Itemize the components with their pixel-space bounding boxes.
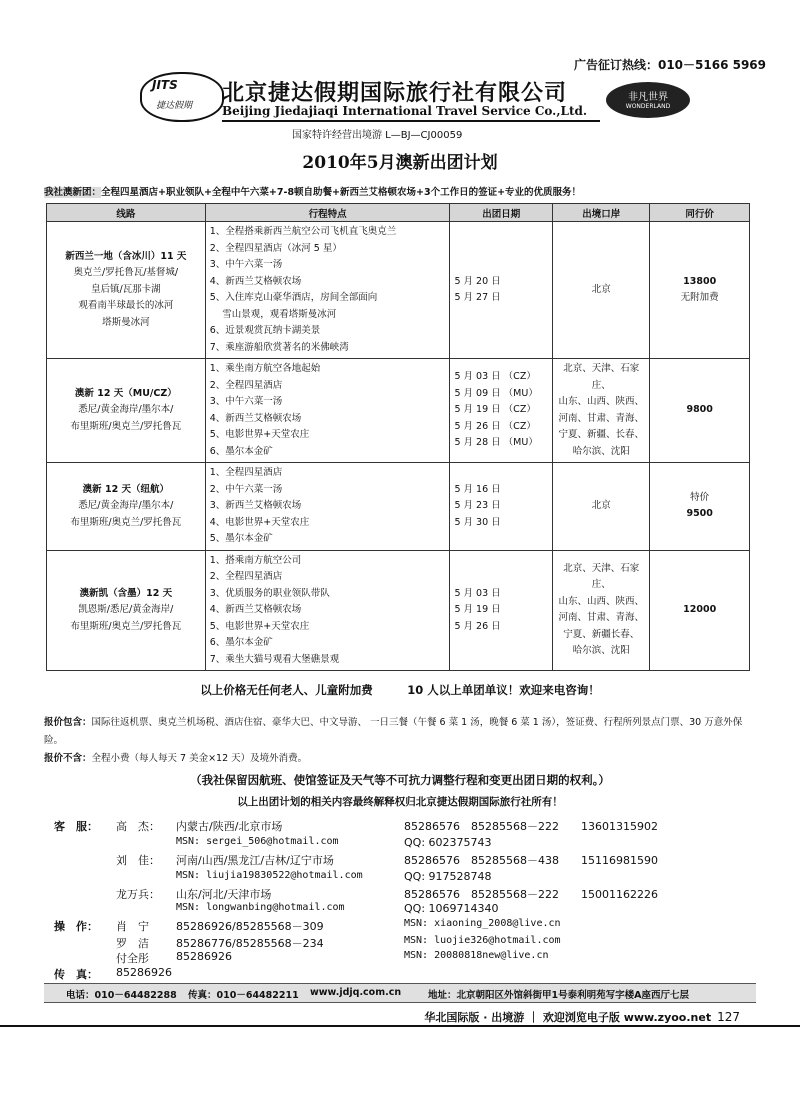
departure-port: 北京 (591, 283, 611, 295)
feature-item: 4、新西兰艾格顿农场 (209, 275, 302, 287)
route-line: 皇后镇/瓦那卡湖 (90, 283, 161, 295)
port-cell (553, 463, 650, 551)
feature-item: 7、乘坐大猫号观看大堡礁景观 (209, 653, 340, 665)
price-cell (650, 463, 750, 551)
price-cell (650, 550, 750, 671)
contact-name: 龙万兵： (116, 888, 160, 901)
operator-msn[interactable]: MSN: luojie326@hotmail.com (404, 935, 561, 946)
contact-msn[interactable]: MSN: liujia19830522@hotmail.com (176, 870, 363, 881)
feature-item: 5、电影世界+天堂农庄 (209, 429, 310, 440)
features-cell (205, 222, 450, 359)
table-row (47, 222, 750, 359)
feature-item: 3、优质服务的职业领队带队 (209, 587, 330, 599)
feature-item: 3、中午六菜一汤 (209, 396, 283, 407)
price-cell (650, 222, 750, 359)
col-price: 同行价 (650, 204, 750, 222)
port-cell (553, 222, 650, 359)
departure-date: 5 月 23 日 (454, 500, 501, 511)
route-line: 悉尼/黄金海岸/墨尔本/ (78, 404, 174, 416)
table-header-row (47, 204, 750, 222)
port-cell (553, 359, 650, 463)
route-line: 悉尼/黄金海岸/墨尔本/ (78, 500, 174, 511)
feature-item: 2、全程四星酒店 (209, 571, 283, 582)
feature-item: 2、全程四星酒店（冰河 5 星） (209, 242, 342, 254)
divider (222, 120, 600, 122)
table-row (47, 463, 750, 551)
departure-port: 山东、山西、陕西、 (558, 396, 644, 407)
departure-port: 哈尔滨、沈阳 (572, 645, 630, 657)
feature-label: 我社澳新团： (44, 187, 102, 198)
col-dates: 出团日期 (450, 204, 553, 222)
table-row (47, 359, 750, 463)
port-cell (553, 550, 650, 671)
price-excluded (44, 750, 756, 764)
feature-item: 4、新西兰艾格顿农场 (209, 604, 302, 615)
feature-item: 6、墨尔本金矿 (209, 637, 273, 648)
route-cell (47, 463, 206, 551)
departure-date: 5 月 26 日 （CZ） (454, 420, 536, 432)
col-route: 线路 (47, 204, 206, 222)
contact-qq: QQ: 602375743 (404, 836, 492, 849)
route-title: 新西兰一地（含冰川）11 天 (65, 250, 187, 262)
feature-item: 3、中午六菜一汤 (209, 259, 283, 270)
departure-date: 5 月 09 日 （MU） (454, 387, 538, 399)
final-statement: 以上出团计划的相关内容最终解释权归北京捷达假期国际旅行社所有！ (237, 796, 563, 808)
route-line: 布里斯班/奥克兰/罗托鲁瓦 (70, 420, 182, 432)
feature-item: 3、新西兰艾格顿农场 (209, 500, 302, 511)
departure-port: 哈尔滨、沈阳 (572, 445, 630, 457)
table-row (47, 550, 750, 671)
price-notice: 以上价格无任何老人、儿童附加费 10 人以上单团单议！欢迎来电咨询！ (200, 683, 600, 697)
departure-date: 5 月 19 日 (454, 604, 501, 615)
departure-port: 宁夏、新疆、长春、 (558, 429, 644, 440)
operator-phones: 85286926 (176, 950, 232, 963)
departure-date: 5 月 28 日 （MU） (454, 437, 538, 449)
feature-item: 4、电影世界+天堂农庄 (209, 516, 310, 528)
route-line: 布里斯班/奥克兰/罗托鲁瓦 (70, 620, 182, 632)
contact-name: 刘 佳： (116, 854, 160, 867)
feature-item: 1、搭乘南方航空公司 (209, 554, 302, 566)
license-number: 国家特许经营出境游 L—BJ—CJ00059 (292, 130, 463, 141)
dates-cell (450, 550, 553, 671)
included-label: 报价包含： (44, 717, 92, 728)
departure-port: 河南、甘肃、青海、 (558, 412, 644, 424)
included-text: 国际往返机票、奥克兰机场税、酒店住宿、豪华大巴、中文导游、 一日三餐（午餐 6 菜 1 汤，晚餐 6 菜 1 汤），签证费、行程所列景点门票、30 万意外保险。 (44, 717, 743, 746)
feature-text: 全程四星酒店+职业领队+全程中午六菜+7-8顿自助餐+新西兰艾格顿农场+3个工作日的签证+专业的优质服务！ (101, 187, 582, 198)
departure-port: 河南、甘肃、青海、 (558, 612, 644, 624)
operator-name: 罗 洁 (116, 937, 149, 950)
right-logo-en: WONDERLAND (625, 103, 671, 110)
footer-fax: 传真：010－64482211 (188, 990, 299, 1001)
operator-phones: 85286776/85285568－234 (176, 937, 324, 950)
contact-phones: 85286576 85285568－222 15001162226 (404, 888, 658, 901)
departure-port: 北京、天津、石家庄、 (563, 562, 640, 591)
operator-name: 肖 宁 (116, 920, 149, 933)
contact-qq: QQ: 1069714340 (404, 902, 499, 915)
operator-name: 付全彤 (116, 952, 149, 965)
page-number: 127 (717, 1010, 740, 1024)
route-title: 澳新 12 天（MU/CZ） (74, 387, 177, 399)
service-label: 客 服： (54, 820, 98, 833)
contact-region: 河南/山西/黑龙江/吉林/辽宁市场 (176, 854, 334, 867)
departure-date: 5 月 19 日 （CZ） (454, 404, 536, 416)
contact-msn[interactable]: MSN: sergei_506@hotmail.com (176, 836, 339, 847)
route-line: 奥克兰/罗托鲁瓦/基督城/ (73, 267, 179, 279)
route-line: 观看南半球最长的冰河 (78, 300, 174, 312)
feature-item: 5、入住库克山豪华酒店，房间全部面向 (209, 292, 378, 303)
page-footer (424, 1009, 740, 1025)
features-cell (205, 463, 450, 551)
route-cell (47, 359, 206, 463)
price-cell (650, 359, 750, 463)
contact-region: 内蒙古/陕西/北京市场 (176, 820, 283, 833)
route-title: 澳新 12 天（纽航） (82, 483, 170, 495)
feature-item: 1、乘坐南方航空各地起始 (209, 363, 321, 374)
feature-item: 6、墨尔本金矿 (209, 445, 273, 457)
feature-item: 2、全程四星酒店 (209, 379, 283, 391)
price-value: 13800 (683, 275, 717, 287)
company-name-en: Beijing Jiedajiaqi International Travel Service Co.,Ltd. (222, 104, 588, 118)
departure-date: 5 月 26 日 (454, 620, 501, 632)
departure-port: 北京、天津、石家庄、 (563, 363, 640, 391)
contact-phones: 85286576 85285568－222 13601315902 (404, 820, 658, 833)
dates-cell (450, 359, 553, 463)
dates-cell (450, 463, 553, 551)
features-cell (205, 550, 450, 671)
route-cell (47, 550, 206, 671)
fax-number: 85286926 (116, 966, 172, 979)
page-title: 2010年5月澳新出团计划 (302, 153, 498, 173)
logo-text: JITS (152, 78, 178, 92)
col-features: 行程特点 (205, 204, 450, 222)
feature-item: 2、中午六菜一汤 (209, 483, 283, 495)
excluded-text: 全程小费（每人每天 7 美金×12 天）及境外消费。 (91, 753, 308, 764)
footer-address: 地址：北京朝阳区外馆斜街甲1号泰利明苑写字楼A座西厅七层 (428, 990, 689, 1001)
excluded-label: 报价不含： (44, 753, 92, 764)
departure-date: 5 月 30 日 (454, 516, 501, 528)
route-line: 塔斯曼冰河 (102, 316, 150, 328)
col-port: 出境口岸 (553, 204, 650, 222)
departure-date: 5 月 03 日 (454, 587, 501, 599)
feature-bar (44, 184, 752, 200)
company-name-cn: 北京捷达假期国际旅行社有限公司 (222, 80, 568, 106)
contact-msn[interactable]: MSN: longwanbing@hotmail.com (176, 902, 345, 913)
departure-port: 宁夏、新疆长春、 (563, 628, 640, 640)
dates-cell (450, 222, 553, 359)
contact-region: 山东/河北/天津市场 (176, 888, 272, 901)
rights-statement: （我社保留因航班、使馆签证及天气等不可抗力调整行程和变更出团日期的权利。） (190, 773, 610, 787)
price-value: 9500 (686, 508, 713, 520)
contact-phones: 85286576 85285568－438 15116981590 (404, 854, 658, 867)
ad-hotline: 广告征订热线：010－5166 5969 (573, 58, 766, 72)
feature-item: 5、电影世界+天堂农庄 (209, 620, 310, 632)
feature-item: 1、全程四星酒店 (209, 467, 283, 478)
departure-date: 5 月 27 日 (454, 292, 501, 303)
price-value: 9800 (686, 404, 713, 416)
departure-date: 5 月 03 日 （CZ） (454, 371, 536, 383)
price-included (44, 714, 756, 750)
feature-item: 1、全程搭乘新西兰航空公司飞机直飞奥克兰 (209, 226, 397, 237)
right-logo-cn: 非凡世界 (628, 92, 668, 103)
contact-qq: QQ: 917528748 (404, 870, 492, 883)
fax-label: 传 真： (54, 968, 98, 981)
feature-item: 6、近景观赏瓦纳卡湖美景 (209, 325, 321, 336)
feature-item: 雪山景观，观看塔斯曼冰河 (209, 308, 337, 320)
departure-port: 山东、山西、陕西、 (558, 595, 644, 607)
footer-contact-bar (44, 983, 756, 1003)
features-cell (205, 359, 450, 463)
departure-date: 5 月 16 日 (454, 483, 501, 495)
wonderland-logo (606, 82, 690, 118)
departure-date: 5 月 20 日 (454, 275, 501, 287)
footer-tagline: 华北国际版 · 出境游 ｜ 欢迎浏览电子版 www.zyoo.net (424, 1011, 712, 1024)
footer-phone: 电话：010－64482288 (66, 990, 177, 1001)
feature-item: 4、新西兰艾格顿农场 (209, 412, 302, 424)
footer-website[interactable]: www.jdjq.com.cn (310, 987, 402, 998)
operator-msn[interactable]: MSN: 20080818new@live.cn (404, 950, 549, 961)
route-cell (47, 222, 206, 359)
route-line: 凯恩斯/悉尼/黄金海岸/ (78, 604, 174, 615)
company-logo (140, 72, 224, 122)
feature-item: 5、墨尔本金矿 (209, 533, 273, 544)
operator-phones: 85286926/85285568－309 (176, 920, 324, 933)
operation-label: 操 作： (54, 920, 98, 933)
departure-port: 北京 (591, 500, 611, 511)
feature-item: 7、乘座游船欣赏著名的米佛峡湾 (209, 341, 349, 353)
price-note: 特价 (690, 491, 710, 503)
price-value: 12000 (683, 604, 717, 615)
price-note: 无附加费 (680, 292, 719, 303)
route-title: 澳新凯（含墨）12 天 (79, 587, 173, 599)
footer-rule (0, 1025, 800, 1027)
itinerary-table (46, 203, 750, 671)
route-line: 布里斯班/奥克兰/罗托鲁瓦 (70, 516, 182, 528)
logo-subtext: 捷达假期 (156, 101, 193, 111)
contact-name: 高 杰： (116, 820, 160, 833)
operator-msn[interactable]: MSN: xiaoning_2008@live.cn (404, 918, 561, 929)
